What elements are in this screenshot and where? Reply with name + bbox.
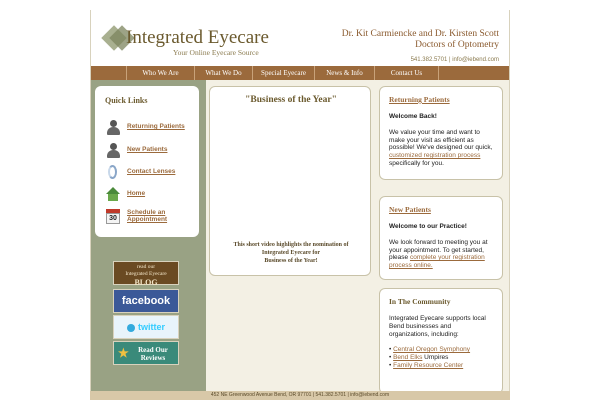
video-title: "Business of the Year" xyxy=(245,95,337,105)
doctors-info xyxy=(342,29,499,51)
main-nav xyxy=(91,66,510,80)
sidebar xyxy=(91,80,206,400)
caption-line1: This short video highlights the nomination of xyxy=(233,242,349,248)
list-item: • Bend Elks Umpires xyxy=(389,354,449,362)
video-player[interactable] xyxy=(218,111,364,239)
home-icon xyxy=(105,186,121,202)
reviews-line2: Reviews xyxy=(140,354,166,362)
facebook-label: facebook xyxy=(121,295,171,307)
header-email[interactable]: info@iebend.com xyxy=(452,57,499,63)
quick-link-label[interactable]: Returning Patients xyxy=(127,123,185,131)
caption-line2: Integrated Eyecare for xyxy=(261,250,321,256)
header-contact xyxy=(411,57,499,63)
brand-name[interactable]: Integrated Eyecare xyxy=(126,27,269,48)
reviews-line1: Read Our xyxy=(138,346,168,354)
caption-line3: Business of the Year! xyxy=(264,258,318,264)
blog-line3: BLOG xyxy=(134,278,158,287)
calendar-day: 30 xyxy=(106,213,120,224)
blog-line2: Integrated Eyecare xyxy=(125,271,167,277)
returning-text-after: specifically for you. xyxy=(389,159,444,167)
community-link-symphony[interactable]: Central Oregon Symphony xyxy=(393,346,471,354)
quick-link-schedule[interactable] xyxy=(105,207,177,225)
nav-news-info[interactable]: News & Info xyxy=(315,66,375,80)
new-patients-welcome: Welcome to our Practice! xyxy=(389,223,467,230)
person-icon xyxy=(105,142,121,158)
calendar-icon xyxy=(105,208,121,224)
registration-link[interactable]: customized registration process xyxy=(389,152,481,160)
community-title: In The Community xyxy=(389,297,451,306)
new-patients-title[interactable]: New Patients xyxy=(389,205,431,214)
online-registration-link[interactable]: complete your registration process online. xyxy=(389,254,485,270)
quick-links-title: Quick Links xyxy=(105,96,148,105)
community-item-rest: Umpires xyxy=(422,354,449,362)
community-link-family-resource[interactable]: Family Resource Center xyxy=(393,361,464,369)
video-caption xyxy=(216,241,366,265)
nav-contact-us[interactable]: Contact Us xyxy=(375,66,439,80)
quick-links-panel xyxy=(95,86,199,237)
quick-link-label[interactable]: Home xyxy=(127,190,146,198)
tagline: Your Online Eyecare Source xyxy=(173,48,259,57)
facebook-button[interactable] xyxy=(113,289,179,313)
quick-link-label[interactable]: Contact Lenses xyxy=(127,168,176,176)
video-panel xyxy=(209,86,371,276)
page-container xyxy=(90,10,510,400)
header xyxy=(91,10,510,66)
quick-link-home[interactable] xyxy=(105,185,145,203)
star-icon: ★ xyxy=(118,346,129,360)
list-item: • Family Resource Center xyxy=(389,361,464,369)
header-separator: | xyxy=(448,57,451,63)
nav-who-we-are[interactable]: Who We Are xyxy=(127,66,195,80)
person-icon xyxy=(105,119,121,135)
quick-link-returning-patients[interactable] xyxy=(105,118,185,136)
twitter-bird-icon xyxy=(127,324,135,332)
new-patients-box xyxy=(379,196,503,280)
blog-line1: read our xyxy=(136,264,156,270)
returning-text xyxy=(389,129,493,168)
returning-patients-box xyxy=(379,86,503,180)
community-text: Integrated Eyecare supports local Bend businesses and organizations, including: xyxy=(389,315,486,338)
nav-what-we-do[interactable]: What We Do xyxy=(195,66,253,80)
quick-link-label[interactable]: New Patients xyxy=(127,146,168,154)
returning-welcome: Welcome Back! xyxy=(389,113,437,120)
nav-special-eyecare[interactable]: Special Eyecare xyxy=(253,66,315,80)
returning-text-before: We value your time and want to make your visit as efficient as possible! We've designed our quick, xyxy=(389,128,493,152)
community-list xyxy=(389,346,493,369)
community-link-elks[interactable]: Bend Elks xyxy=(393,354,423,362)
new-patients-text xyxy=(389,239,493,270)
twitter-button[interactable] xyxy=(113,315,179,339)
header-phone: 541.382.5701 xyxy=(410,57,448,63)
quick-link-new-patients[interactable] xyxy=(105,141,167,159)
reviews-button[interactable] xyxy=(113,341,179,365)
twitter-label: twitter xyxy=(138,322,165,332)
list-item: • Central Oregon Symphony xyxy=(389,346,471,354)
community-box xyxy=(379,288,503,394)
returning-patients-title[interactable]: Returning Patients xyxy=(389,95,450,104)
new-patients-text-before: We look forward to meeting you at your appointment. To get started, please xyxy=(389,238,488,262)
contact-lens-icon xyxy=(105,164,121,180)
quick-link-label[interactable]: Schedule an Appointment xyxy=(127,208,168,223)
blog-button[interactable] xyxy=(113,261,179,285)
doctors-names: Dr. Kit Carmiencke and Dr. Kirsten Scott xyxy=(341,29,499,39)
footer: 452 NE Greenwood Avenue Bend, OR 97701 | 541.382.5701 | info@iebend.com xyxy=(90,391,510,400)
doctors-title: Doctors of Optometry xyxy=(415,40,499,50)
quick-link-contact-lenses[interactable] xyxy=(105,163,175,181)
nav-spacer xyxy=(91,66,127,80)
